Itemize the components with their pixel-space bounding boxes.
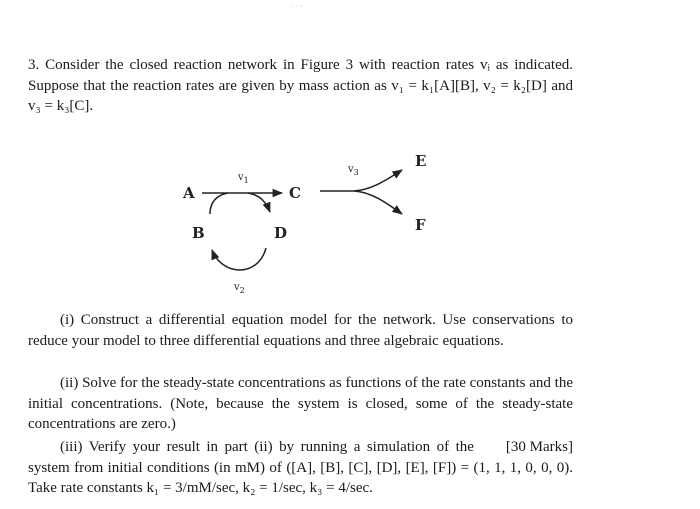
rate-label-v3: $v_3$ [348,164,359,177]
rate-label-v2: $v_2$ [234,282,245,295]
b-input-curve [210,193,228,214]
marks-label: [30 Marks] [505,439,573,455]
species-f-label: F [415,216,426,234]
species-b-label: B [192,224,205,242]
reaction-arrow-v2 [212,248,266,270]
rate-label-v1: $v_1$ [238,172,249,185]
top-fade-artifact: · · · [290,2,303,11]
species-a-label: A [183,184,195,202]
reaction-arrow-v3-e [354,170,402,191]
d-output-curve [248,193,270,212]
species-c-label: C [289,184,301,202]
species-e-label: E [415,152,427,170]
species-d-label: D [274,224,288,242]
part-iii-block [28,437,573,499]
part-ii-text: (ii) Solve for the steady-state concentrations as functions of the rate constants and the initial concentrations. (Note, because the system is closed, some of the steady-state concentrations are zero.) [28,375,573,432]
problem-intro: 3. Consider the closed reaction network in Figure 3 with reaction rates vᵢ as indicated. Suppose that the reaction rates are given by mass action as v₁ = k₁[A][B], v₂ = k₂[D] and v₃ = k₃[C]. [28,57,573,114]
part-i-text: (i) Construct a differential equation model for the network. Use conservations to reduce your model to three differential equations and three algebraic equations. [28,312,573,349]
reaction-arrow-v3-f [354,191,402,214]
part-iii-text: (iii) Verify your result in part (ii) by running a simulation of the system from initial conditions (in mM) of ([A], [B], [C], [D], [E], [F]) = (1, 1, 1, 0, 0, 0). Take rate constants k₁ = 3/mM/sec, k₂ = 1/sec, k₃ = 4/sec. [28,439,573,496]
reaction-network-figure [150,140,450,305]
